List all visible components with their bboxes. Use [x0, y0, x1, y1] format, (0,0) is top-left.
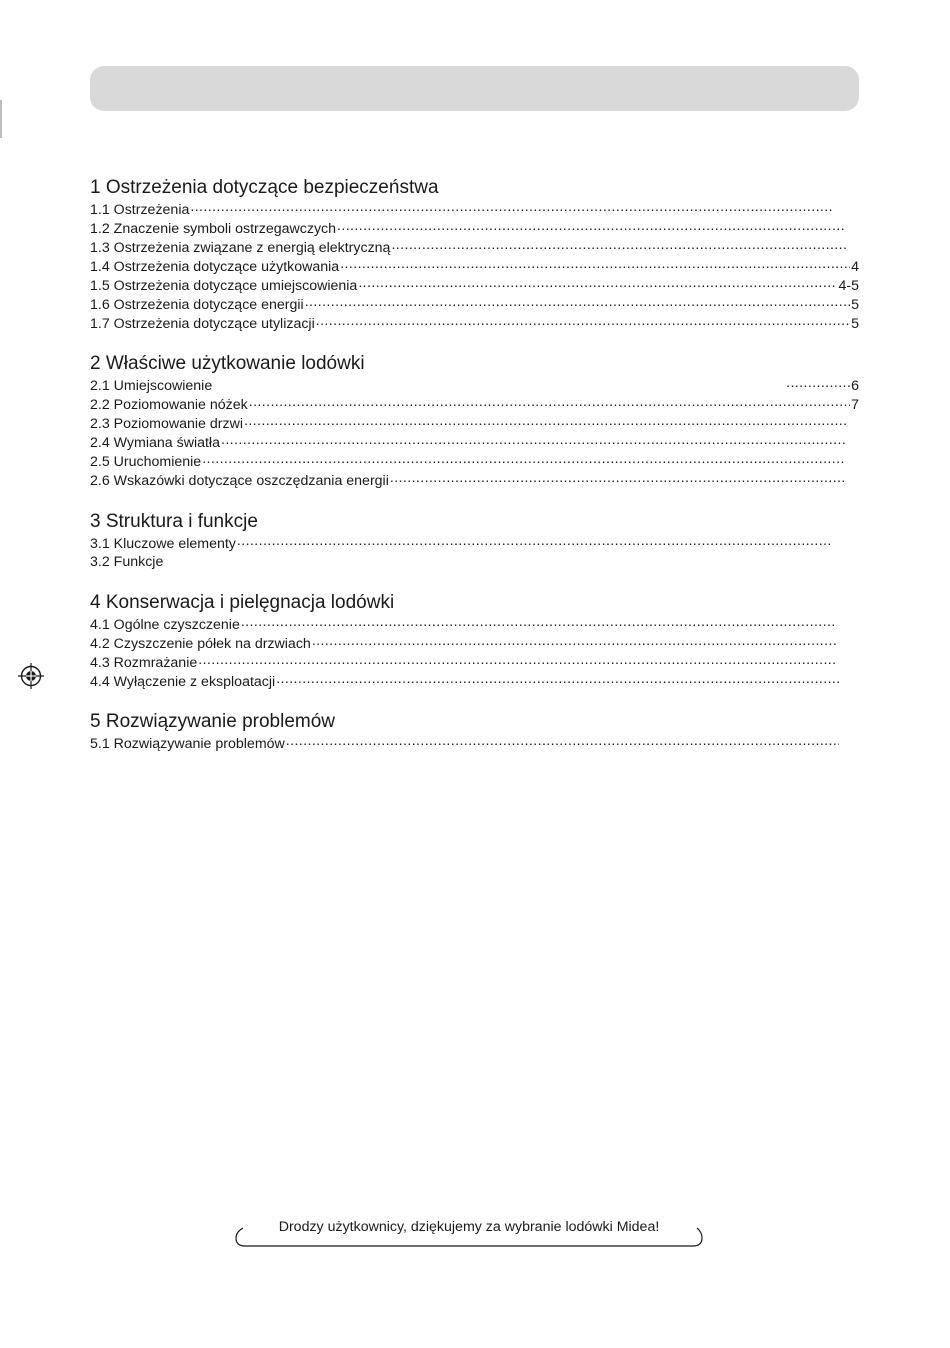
section-title: 3 Struktura i funkcje	[90, 511, 258, 532]
dot-leader	[337, 219, 846, 233]
section-title: 4 Konserwacja i pielęgnacja lodówki	[90, 592, 395, 613]
dot-leader	[202, 452, 846, 466]
entry-page: 7	[851, 397, 859, 413]
entry-label: 1.2 Znaczenie symboli ostrzegawczych	[90, 221, 337, 237]
entry-label: 3.1 Kluczowe elementy	[90, 536, 236, 552]
toc-entry-1-5[interactable]	[90, 276, 859, 295]
entry-label: 5.1 Rozwiązywanie problemów	[90, 736, 285, 752]
toc-section-1	[90, 177, 859, 333]
dot-leader	[276, 672, 841, 686]
dot-leader	[312, 634, 837, 648]
dot-leader	[198, 653, 837, 667]
dot-leader	[249, 395, 850, 409]
entry-page: 5	[851, 297, 859, 313]
dot-leader	[244, 414, 846, 428]
entry-label: 1.6 Ostrzeżenia dotyczące energii	[90, 297, 304, 313]
toc-entry-4-4[interactable]	[90, 672, 842, 691]
entry-page: 5	[851, 316, 859, 332]
entry-label: 2.2 Poziomowanie nóżek	[90, 397, 248, 413]
entry-page: 4	[851, 259, 859, 275]
toc-entry-1-7[interactable]	[90, 314, 859, 333]
entry-label: 3.2 Funkcje	[90, 554, 164, 570]
entry-label: 2.5 Uruchomienie	[90, 454, 202, 470]
section-title: 1 Ostrzeżenia dotyczące bezpieczeństwa	[90, 177, 439, 198]
entry-label: 1.5 Ostrzeżenia dotyczące umiejscowienia	[90, 278, 358, 294]
dot-leader	[305, 295, 850, 309]
footer-note	[235, 1216, 703, 1248]
entry-label: 4.1 Ogólne czyszczenie	[90, 617, 240, 633]
dot-leader	[241, 615, 837, 629]
toc-entry-1-2[interactable]	[90, 219, 847, 238]
entry-label: 1.3 Ostrzeżenia związane z energią elektryczną	[90, 240, 391, 256]
toc-entry-5-1[interactable]	[90, 734, 840, 753]
dot-leader	[340, 257, 850, 271]
toc-section-4	[90, 592, 859, 691]
toc-entry-4-3[interactable]	[90, 653, 838, 672]
dot-leader	[221, 433, 846, 447]
section-title: 2 Właściwe użytkowanie lodówki	[90, 353, 365, 374]
entry-page: 4-5	[838, 278, 859, 294]
toc-section-2	[90, 353, 859, 490]
entry-page: 6	[851, 378, 859, 394]
entry-label: 2.1 Umiejscowienie	[90, 378, 213, 394]
toc-entry-1-4[interactable]	[90, 257, 859, 276]
section-title: 5 Rozwiązywanie problemów	[90, 711, 335, 732]
dot-leader	[390, 471, 846, 485]
toc-entry-2-4[interactable]	[90, 433, 847, 452]
toc-entry-4-1[interactable]	[90, 615, 838, 634]
dot-leader	[190, 200, 832, 214]
toc-section-5	[90, 711, 859, 753]
dot-leader	[391, 238, 846, 252]
toc-entry-3-2[interactable]	[90, 553, 859, 572]
toc-entry-3-1[interactable]	[90, 534, 833, 553]
toc-entry-1-1[interactable]	[90, 200, 833, 219]
entry-label: 2.6 Wskazówki dotyczące oszczędzania energii	[90, 473, 389, 489]
toc-entry-4-2[interactable]	[90, 634, 838, 653]
page-edge-mark	[0, 100, 2, 138]
dot-leader	[286, 734, 839, 748]
toc-entry-2-3[interactable]	[90, 414, 847, 433]
toc-entry-2-2[interactable]	[90, 395, 859, 414]
entry-label: 1.7 Ostrzeżenia dotyczące utylizacji	[90, 316, 315, 332]
entry-label: 4.2 Czyszczenie półek na drzwiach	[90, 636, 311, 652]
entry-label: 1.1 Ostrzeżenia	[90, 202, 190, 218]
entry-label: 4.3 Rozmrażanie	[90, 655, 198, 671]
toc-entry-2-1[interactable]	[90, 376, 859, 395]
toc-section-3	[90, 511, 859, 572]
header-bar	[90, 66, 859, 111]
entry-label: 2.4 Wymiana światła	[90, 435, 220, 451]
registration-mark-icon	[18, 663, 44, 689]
toc-entry-2-5[interactable]	[90, 452, 847, 471]
dot-leader	[786, 376, 850, 390]
dot-leader	[237, 534, 832, 548]
dot-leader	[358, 276, 837, 290]
toc-entry-1-6[interactable]	[90, 295, 859, 314]
dot-leader	[316, 314, 850, 328]
entry-label: 2.3 Poziomowanie drzwi	[90, 416, 243, 432]
footer-message: Drodzy użytkownicy, dziękujemy za wybranie lodówki Midea!	[278, 1219, 660, 1235]
entry-label: 4.4 Wyłączenie z eksploatacji	[90, 674, 276, 690]
toc-entry-1-3[interactable]	[90, 238, 847, 257]
entry-label: 1.4 Ostrzeżenia dotyczące użytkowania	[90, 259, 340, 275]
toc-entry-2-6[interactable]	[90, 471, 847, 490]
